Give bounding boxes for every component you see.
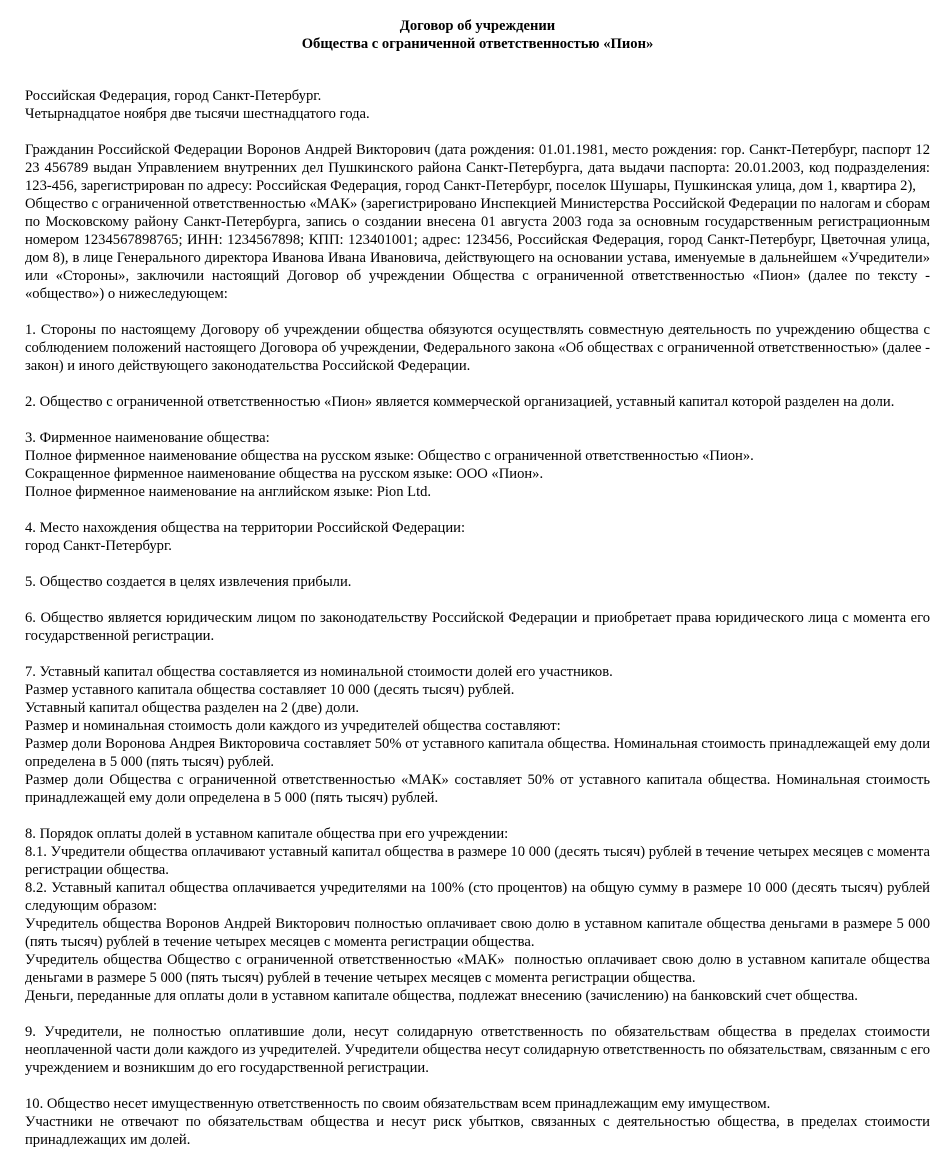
parties-section (25, 141, 930, 303)
section-8-2: 8.2. Уставный капитал общества оплачивается учредителями на 100% (сто процентов) на общую сумму в размере 10 000 (десять тысяч) рублей следующим образом: (25, 880, 930, 914)
section-7-heading: 7. Уставный капитал общества составляется из номинальной стоимости долей его участников. (25, 664, 613, 680)
section-6 (25, 609, 930, 645)
section-8-founder-1: Учредитель общества Воронов Андрей Викторович полностью оплачивает свою долю в уставном капитале общества деньгами в размере 5 000 (пять тысяч) рублей в течение четырех месяцев с момента регистрации общества. (25, 916, 930, 950)
section-1 (25, 321, 930, 375)
section-8-1: 8.1. Учредители общества оплачивают уставный капитал общества в размере 10 000 (десять тысяч) рублей в течение четырех месяцев с момента регистрации общества. (25, 844, 930, 878)
section-7-share-2: Размер доли Общества с ограниченной ответственностью «МАК» составляет 50% от уставного капитала общества. Номинальная стоимость принадлежащей ему доли определена в 5 000 (пять тысяч) рублей. (25, 772, 930, 806)
section-3-full-name: Полное фирменное наименование общества на русском языке: Общество с ограниченной ответственностью «Пион». (25, 448, 754, 464)
section-7-capital-size: Размер уставного капитала общества составляет 10 000 (десять тысяч) рублей. (25, 682, 515, 698)
place-and-date (25, 87, 930, 123)
document-title (25, 17, 930, 53)
section-7 (25, 663, 930, 807)
section-5 (25, 573, 930, 591)
section-8-founder-2: Учредитель общества Общество с ограниченной ответственностью «МАК» полностью оплачивает свою долю в уставном капитале общества деньгами в размере 5 000 (пять тысяч) рублей в течение четырех месяцев с момента регистрации общества. (25, 952, 934, 986)
section-3-heading: 3. Фирменное наименование общества: (25, 430, 270, 446)
section-8-money: Деньги, переданные для оплаты доли в уставном капитале общества, подлежат внесению (зачислению) на банковский счет общества. (25, 988, 858, 1004)
title-line-1: Договор об учреждении (399, 18, 556, 34)
place-city: Российская Федерация, город Санкт-Петербург. (25, 88, 322, 104)
title-line-2: Общества с ограниченной ответственностью «Пион» (301, 36, 654, 52)
section-8 (25, 825, 934, 1005)
founder-1-paragraph: Гражданин Российской Федерации Воронов Андрей Викторович (дата рождения: 01.01.1981, место рождения: гор. Санкт-Петербург, паспорт 12 23 456789 выдан Управлением внутренних дел Пушкинского района Санкт-Петербурга, дата выдачи паспорта: 20.01.2003, код подразделения: 123-456, зарегистрирован по адресу: Российская Федерация, город Санкт-Петербург, поселок Шушары, Пушкинская улица, дом 1, квартира 2), (25, 142, 930, 194)
section-3 (25, 429, 930, 501)
section-10-a: 10. Общество несет имущественную ответственность по своим обязательствам всем принадлежащим ему имуществом. (25, 1096, 771, 1112)
section-10-b: Участники не отвечают по обязательствам общества и несут риск убытков, связанных с деятельностью общества, в пределах стоимости принадлежащих им долей. (25, 1114, 930, 1148)
founder-2-paragraph: Общество с ограниченной ответственностью «МАК» (зарегистрировано Инспекцией Министерства Российской Федерации по налогам и сборам по Московскому району Санкт-Петербурга, запись о создании внесена 01 августа 2003 года за основным государственным регистрационным номером 1234567898765; ИНН: 1234567898; КПП: 123401001; адрес: 123456, Российская Федерация, город Санкт-Петербург, Цветочная улица, дом 8), в лице Генерального директора Иванова Ивана Ивановича, действующего на основании устава, именуемые в дальнейшем «Учредители» или «Стороны», заключили настоящий Договор об учреждении Общества с ограниченной ответственностью «Пион» (далее по тексту - «общество») о нижеследующем: (25, 196, 930, 302)
section-4-city: город Санкт-Петербург. (25, 538, 172, 554)
section-6-text: 6. Общество является юридическим лицом по законодательству Российской Федерации и приобретает права юридического лица с момента его государственной регистрации. (25, 610, 930, 644)
section-10 (25, 1095, 930, 1149)
section-5-text: 5. Общество создается в целях извлечения прибыли. (25, 574, 352, 590)
section-4 (25, 519, 930, 555)
section-7-share-1: Размер доли Воронова Андрея Викторовича составляет 50% от уставного капитала общества. Номинальная стоимость принадлежащей ему доли определена в 5 000 (пять тысяч) рублей. (25, 736, 930, 770)
section-9 (25, 1023, 930, 1077)
section-3-short-name: Сокращенное фирменное наименование общества на русском языке: ООО «Пион». (25, 466, 544, 482)
place-date: Четырнадцатое ноября две тысячи шестнадцатого года. (25, 106, 370, 122)
section-4-heading: 4. Место нахождения общества на территории Российской Федерации: (25, 520, 466, 536)
section-7-nominal: Размер и номинальная стоимость доли каждого из учредителей общества составляют: (25, 718, 561, 734)
section-9-text: 9. Учредители, не полностью оплатившие доли, несут солидарную ответственность по обязательствам общества в пределах стоимости неоплаченной части доли каждого из учредителей. Учредители общества несут солидарную ответственность по обязательствам, связанным с его учреждением и возникшим до его государственной регистрации. (25, 1024, 930, 1076)
section-8-heading: 8. Порядок оплаты долей в уставном капитале общества при его учреждении: (25, 826, 509, 842)
section-2-text: 2. Общество с ограниченной ответственностью «Пион» является коммерческой организацией, уставный капитал которой разделен на доли. (25, 394, 895, 410)
section-7-capital-split: Уставный капитал общества разделен на 2 (две) доли. (25, 700, 360, 716)
section-3-english-name: Полное фирменное наименование на английском языке: Pion Ltd. (25, 484, 432, 500)
section-2 (25, 393, 930, 411)
section-1-text: 1. Стороны по настоящему Договору об учреждении общества обязуются осуществлять совместную деятельность по учреждению общества с соблюдением положений настоящего Договора об учреждении, Федерального закона «Об обществах с ограниченной ответственностью» (далее - закон) и иного действующего законодательства Российской Федерации. (25, 322, 930, 374)
